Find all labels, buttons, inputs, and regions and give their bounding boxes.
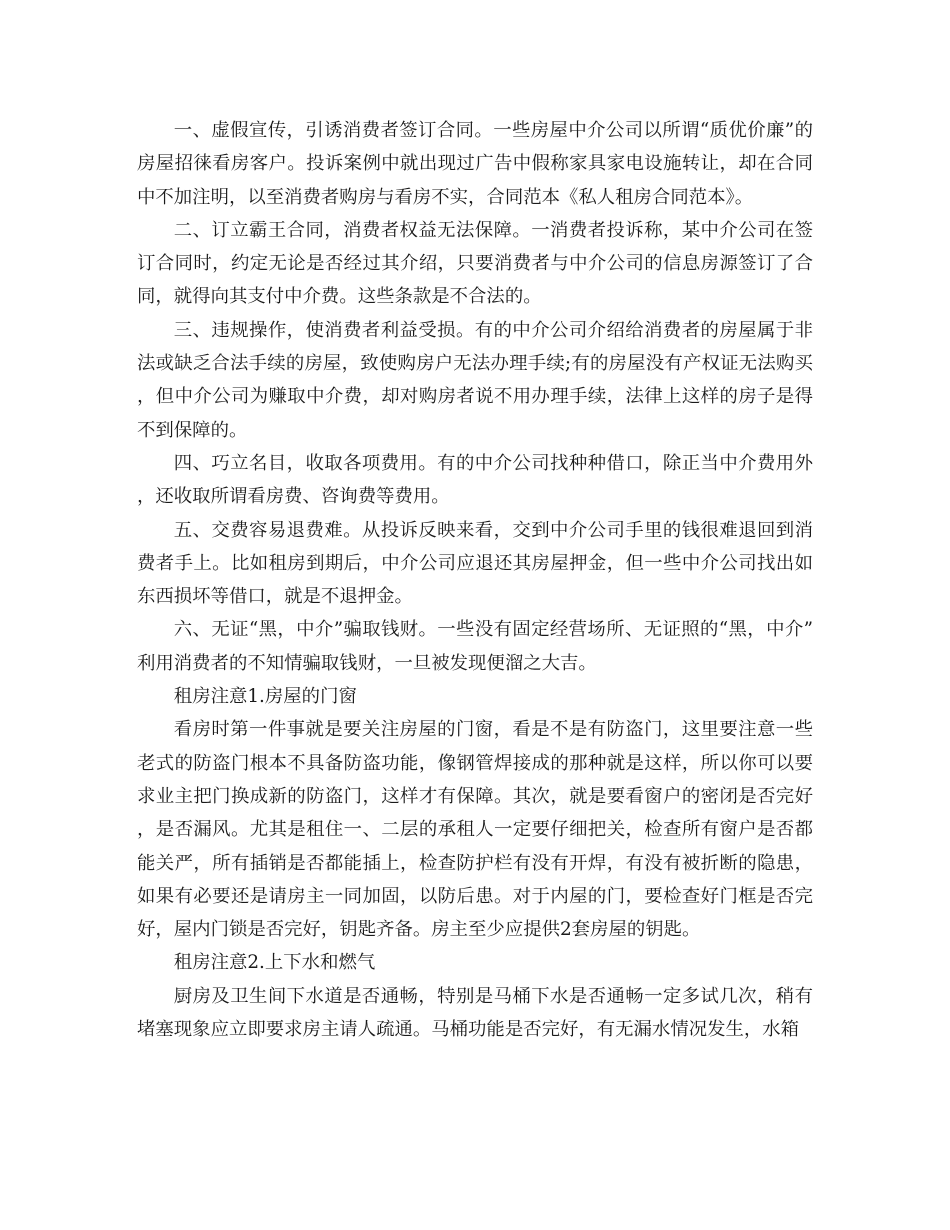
paragraph-unlicensed-agents: 六、无证“黑，中介”骗取钱财。一些没有固定经营场所、无证照的“黑，中介”利用消费者的不知情骗取钱财，一旦被发现便溜之大吉。 <box>137 619 813 674</box>
section-heading-water-gas: 租房注意2.上下水和燃气 <box>173 952 376 974</box>
paragraph-false-advertising: 一、虚假宣传，引诱消费者签订合同。一些房屋中介公司以所谓“质优价廉”的房屋招徕看房客户。投诉案例中就出现过广告中假称家具家电设施转让，却在合同中不加注明，以至消费者购房与看房不实，合同范本《私人租房合同范本》。 <box>137 120 813 208</box>
section-heading-doors-windows: 租房注意1.房屋的门窗 <box>173 686 357 708</box>
document-body <box>137 114 813 1046</box>
paragraph-doors-windows: 看房时第一件事就是要关注房屋的门窗，看是不是有防盗门，这里要注意一些老式的防盗门根本不具备防盗功能，像钢管焊接成的那种就是这样，所以你可以要求业主把门换成新的防盗门，这样才有保障。其次，就是要看窗户的密闭是否完好，是否漏风。尤其是租住一、二层的承租人一定要仔细把关，检查所有窗户是否都能关严，所有插销是否都能插上，检查防护栏有没有开焊，有没有被折断的隐患，如果有必要还是请房主一同加固，以防后患。对于内屋的门，要检查好门框是否完好，屋内门锁是否完好，钥匙齐备。房主至少应提供2套房屋的钥匙。 <box>137 719 813 941</box>
paragraph-extra-fees: 四、巧立名目，收取各项费用。有的中介公司找种种借口，除正当中介费用外，还收取所谓看房费、咨询费等费用。 <box>137 452 813 508</box>
paragraph-refund-difficulty: 五、交费容易退费难。从投诉反映来看，交到中介公司手里的钱很难退回到消费者手上。比如租房到期后，中介公司应退还其房屋押金，但一些中介公司找出如东西损坏等借口，就是不退押金。 <box>137 519 813 608</box>
paragraph-illegal-operation: 三、违规操作，使消费者利益受损。有的中介公司介绍给消费者的房屋属于非法或缺乏合法手续的房屋，致使购房户无法办理手续;有的房屋没有产权证无法购买，但中介公司为赚取中介费，却对购房者说不用办理手续，法律上这样的房子是得不到保障的。 <box>137 319 813 441</box>
paragraph-unfair-contract: 二、订立霸王合同，消费者权益无法保障。一消费者投诉称，某中介公司在签订合同时，约定无论是否经过其介绍，只要消费者与中介公司的信息房源签订了合同，就得向其支付中介费。这些条款是不合法的。 <box>137 219 813 308</box>
paragraph-water-gas: 厨房及卫生间下水道是否通畅，特别是马桶下水是否通畅一定多试几次，稍有堵塞现象应立即要求房主请人疏通。马桶功能是否完好，有无漏水情况发生，水箱 <box>137 985 813 1041</box>
